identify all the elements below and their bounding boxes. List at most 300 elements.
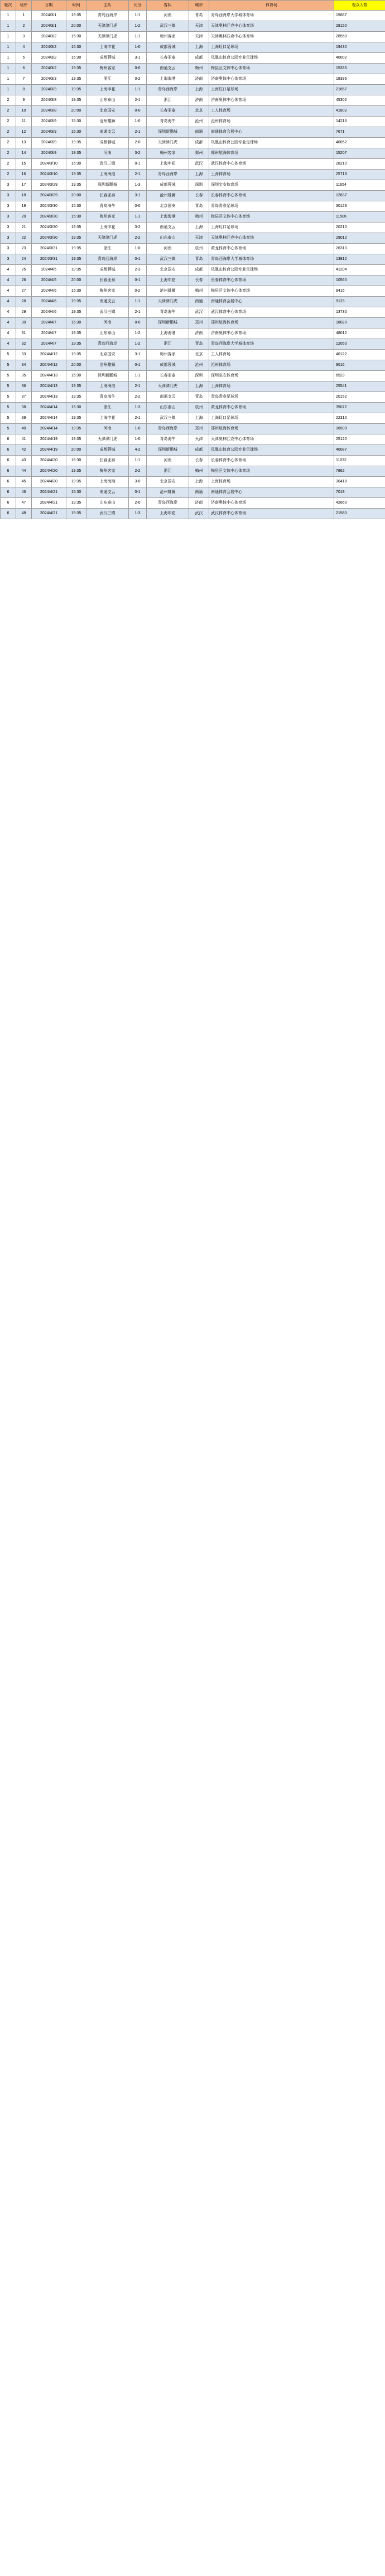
cell-attendance: 15207 <box>334 148 385 159</box>
cell-stadium: 上海虹口足球场 <box>209 223 334 233</box>
cell-stadium: 天津奥林匹克中心体育场 <box>209 21 334 32</box>
cell-stadium: 梅县区文体中心体育场 <box>209 286 334 297</box>
cell-home-team: 上海申花 <box>86 223 129 233</box>
cell-score: 2-1 <box>129 170 147 180</box>
cell-home-team: 河南 <box>86 424 129 434</box>
cell-away-team: 青岛西海岸 <box>147 85 189 95</box>
cell-stadium: 天津奥林匹克中心体育场 <box>209 233 334 244</box>
cell-stadium: 工人体育场 <box>209 106 334 117</box>
cell-city: 青岛 <box>189 339 209 350</box>
cell-stadium: 凤凰山体育公园专业足球场 <box>209 445 334 456</box>
cell-date: 2024/4/6 <box>32 297 66 307</box>
cell-round: 6 <box>1 477 16 487</box>
cell-attendance: 40122 <box>334 350 385 360</box>
cell-date: 2024/3/30 <box>32 201 66 212</box>
cell-home-team: 长春亚泰 <box>86 276 129 286</box>
cell-date: 2024/4/19 <box>32 445 66 456</box>
cell-attendance: 12837 <box>334 191 385 201</box>
cell-attendance: 14216 <box>334 117 385 127</box>
column-header-match-no: 场序 <box>16 1 32 11</box>
cell-time: 15:30 <box>66 286 86 297</box>
cell-home-team: 梅州客家 <box>86 64 129 74</box>
cell-time: 19:35 <box>66 350 86 360</box>
table-row <box>1 42 385 53</box>
cell-score: 1-0 <box>129 244 147 254</box>
cell-attendance: 28150 <box>334 21 385 32</box>
cell-match-no: 4 <box>16 42 32 53</box>
cell-round: 5 <box>1 403 16 413</box>
cell-score: 2-2 <box>129 233 147 244</box>
cell-time: 19:35 <box>66 233 86 244</box>
cell-match-no: 48 <box>16 509 32 519</box>
cell-city: 郑州 <box>189 148 209 159</box>
cell-time: 15:30 <box>66 212 86 223</box>
table-row <box>1 360 385 371</box>
cell-time: 15:30 <box>66 127 86 138</box>
cell-city: 梅州 <box>189 466 209 477</box>
cell-match-no: 45 <box>16 477 32 487</box>
cell-attendance: 8416 <box>334 286 385 297</box>
cell-time: 15:30 <box>66 53 86 64</box>
table-row <box>1 159 385 170</box>
cell-time: 19:35 <box>66 498 86 509</box>
cell-date: 2024/3/9 <box>32 117 66 127</box>
cell-city: 上海 <box>189 223 209 233</box>
cell-date: 2024/4/13 <box>32 381 66 392</box>
cell-stadium: 南通体育会展中心 <box>209 297 334 307</box>
cell-attendance: 11506 <box>334 212 385 223</box>
table-row <box>1 413 385 424</box>
cell-away-team: 青岛海牛 <box>147 434 189 445</box>
cell-stadium: 梅县区文体中心体育场 <box>209 212 334 223</box>
table-row <box>1 106 385 117</box>
cell-match-no: 42 <box>16 445 32 456</box>
cell-time: 19:35 <box>66 180 86 191</box>
cell-date: 2024/3/2 <box>32 53 66 64</box>
cell-home-team: 沧州雄狮 <box>86 360 129 371</box>
cell-time: 19:35 <box>66 434 86 445</box>
cell-attendance: 25541 <box>334 381 385 392</box>
cell-round: 3 <box>1 180 16 191</box>
cell-round: 4 <box>1 286 16 297</box>
cell-score: 2-1 <box>129 307 147 318</box>
table-row <box>1 403 385 413</box>
cell-date: 2024/3/1 <box>32 11 66 21</box>
table-row <box>1 21 385 32</box>
cell-attendance: 45302 <box>334 95 385 106</box>
cell-date: 2024/4/14 <box>32 424 66 434</box>
cell-score: 1-3 <box>129 509 147 519</box>
cell-away-team: 青岛西海岸 <box>147 170 189 180</box>
cell-score: 2-2 <box>129 466 147 477</box>
cell-score: 1-0 <box>129 117 147 127</box>
cell-attendance: 18396 <box>334 74 385 85</box>
cell-away-team: 沧州雄狮 <box>147 487 189 498</box>
cell-score: 3-2 <box>129 223 147 233</box>
cell-date: 2024/3/3 <box>32 74 66 85</box>
cell-score: 0-2 <box>129 74 147 85</box>
cell-stadium: 凤凰山体育公园专业足球场 <box>209 138 334 148</box>
cell-round: 1 <box>1 42 16 53</box>
cell-date: 2024/4/20 <box>32 456 66 466</box>
cell-stadium: 黄龙体育中心体育场 <box>209 244 334 254</box>
cell-city: 杭州 <box>189 244 209 254</box>
cell-date: 2024/4/5 <box>32 276 66 286</box>
cell-stadium: 青岛青春足球场 <box>209 392 334 403</box>
table-row <box>1 328 385 339</box>
cell-away-team: 深圳新鹏城 <box>147 127 189 138</box>
cell-stadium: 上海虹口足球场 <box>209 42 334 53</box>
column-header-date: 日期 <box>32 1 66 11</box>
cell-round: 2 <box>1 127 16 138</box>
cell-score: 0-0 <box>129 318 147 328</box>
cell-round: 6 <box>1 509 16 519</box>
table-row <box>1 127 385 138</box>
cell-stadium: 济南奥体中心体育场 <box>209 74 334 85</box>
table-row <box>1 138 385 148</box>
cell-city: 成都 <box>189 138 209 148</box>
cell-match-no: 43 <box>16 456 32 466</box>
cell-round: 6 <box>1 434 16 445</box>
cell-date: 2024/3/8 <box>32 95 66 106</box>
cell-score: 1-2 <box>129 21 147 32</box>
cell-city: 上海 <box>189 170 209 180</box>
cell-round: 4 <box>1 339 16 350</box>
cell-time: 20:00 <box>66 21 86 32</box>
cell-date: 2024/3/3 <box>32 85 66 95</box>
cell-match-no: 34 <box>16 360 32 371</box>
table-row <box>1 53 385 64</box>
cell-date: 2024/3/10 <box>32 170 66 180</box>
cell-home-team: 南通支云 <box>86 297 129 307</box>
cell-time: 19:35 <box>66 424 86 434</box>
table-row <box>1 148 385 159</box>
cell-time: 20:00 <box>66 106 86 117</box>
header-row <box>1 1 385 11</box>
cell-city: 武汉 <box>189 159 209 170</box>
cell-away-team: 天津津门虎 <box>147 381 189 392</box>
cell-time: 15:30 <box>66 201 86 212</box>
cell-match-no: 9 <box>16 95 32 106</box>
cell-city: 南通 <box>189 487 209 498</box>
cell-city: 成都 <box>189 445 209 456</box>
cell-match-no: 16 <box>16 170 32 180</box>
cell-date: 2024/4/6 <box>32 286 66 297</box>
cell-round: 1 <box>1 53 16 64</box>
cell-home-team: 上海海港 <box>86 477 129 487</box>
cell-time: 19:35 <box>66 244 86 254</box>
cell-away-team: 上海申花 <box>147 159 189 170</box>
cell-stadium: 长春体育中心体育场 <box>209 456 334 466</box>
cell-date: 2024/4/7 <box>32 328 66 339</box>
cell-round: 2 <box>1 138 16 148</box>
cell-round: 6 <box>1 456 16 466</box>
cell-city: 青岛 <box>189 201 209 212</box>
table-row <box>1 424 385 434</box>
cell-attendance: 11654 <box>334 180 385 191</box>
cell-round: 3 <box>1 201 16 212</box>
cell-home-team: 浙江 <box>86 403 129 413</box>
cell-match-no: 11 <box>16 117 32 127</box>
table-row <box>1 445 385 456</box>
cell-round: 5 <box>1 360 16 371</box>
cell-time: 19:35 <box>66 148 86 159</box>
cell-round: 5 <box>1 392 16 403</box>
table-row <box>1 233 385 244</box>
cell-stadium: 天津奥林匹克中心体育场 <box>209 434 334 445</box>
cell-time: 15:30 <box>66 159 86 170</box>
cell-attendance: 16509 <box>334 424 385 434</box>
cell-city: 上海 <box>189 413 209 424</box>
cell-attendance: 15687 <box>334 11 385 21</box>
cell-away-team: 沧州雄狮 <box>147 191 189 201</box>
cell-home-team: 深圳新鹏城 <box>86 180 129 191</box>
cell-away-team: 成都蓉城 <box>147 360 189 371</box>
cell-time: 15:30 <box>66 42 86 53</box>
table-row <box>1 212 385 223</box>
cell-stadium: 济南奥体中心体育场 <box>209 95 334 106</box>
cell-away-team: 南通支云 <box>147 64 189 74</box>
cell-match-no: 5 <box>16 53 32 64</box>
cell-home-team: 长春亚泰 <box>86 456 129 466</box>
cell-time: 19:35 <box>66 392 86 403</box>
cell-home-team: 南通支云 <box>86 127 129 138</box>
cell-city: 成都 <box>189 53 209 64</box>
cell-city: 沧州 <box>189 117 209 127</box>
table-row <box>1 276 385 286</box>
cell-away-team: 青岛西海岸 <box>147 424 189 434</box>
table-row <box>1 11 385 21</box>
cell-time: 19:35 <box>66 466 86 477</box>
cell-date: 2024/4/20 <box>32 477 66 487</box>
cell-home-team: 天津津门虎 <box>86 32 129 42</box>
cell-stadium: 沧州体育场 <box>209 117 334 127</box>
cell-score: 2-1 <box>129 381 147 392</box>
cell-attendance: 13812 <box>334 254 385 265</box>
cell-time: 19:35 <box>66 265 86 276</box>
cell-time: 19:35 <box>66 381 86 392</box>
cell-score: 1-2 <box>129 328 147 339</box>
cell-home-team: 北京国安 <box>86 350 129 360</box>
cell-score: 1-1 <box>129 371 147 381</box>
cell-date: 2024/4/13 <box>32 371 66 381</box>
cell-score: 0-1 <box>129 487 147 498</box>
cell-attendance: 18020 <box>334 318 385 328</box>
cell-attendance: 35072 <box>334 403 385 413</box>
cell-attendance: 40002 <box>334 53 385 64</box>
cell-match-no: 25 <box>16 265 32 276</box>
cell-round: 2 <box>1 159 16 170</box>
cell-match-no: 1 <box>16 11 32 21</box>
cell-score: 1-1 <box>129 212 147 223</box>
cell-away-team: 南通支云 <box>147 223 189 233</box>
cell-city: 长春 <box>189 276 209 286</box>
cell-date: 2024/4/14 <box>32 403 66 413</box>
cell-stadium: 深圳宝安体育场 <box>209 371 334 381</box>
column-header-round: 轮次 <box>1 1 16 11</box>
cell-round: 4 <box>1 265 16 276</box>
cell-time: 15:30 <box>66 32 86 42</box>
cell-stadium: 南通体育会展中心 <box>209 127 334 138</box>
cell-match-no: 32 <box>16 339 32 350</box>
cell-stadium: 天津奥林匹克中心体育场 <box>209 32 334 42</box>
cell-score: 1-0 <box>129 42 147 53</box>
cell-score: 0-2 <box>129 286 147 297</box>
cell-time: 15:30 <box>66 371 86 381</box>
cell-time: 15:30 <box>66 318 86 328</box>
cell-date: 2024/4/21 <box>32 498 66 509</box>
cell-round: 5 <box>1 424 16 434</box>
column-header-city: 城市 <box>189 1 209 11</box>
cell-home-team: 河南 <box>86 148 129 159</box>
cell-home-team: 青岛西海岸 <box>86 339 129 350</box>
cell-round: 1 <box>1 64 16 74</box>
cell-round: 1 <box>1 85 16 95</box>
cell-stadium: 长春体育中心体育场 <box>209 276 334 286</box>
cell-away-team: 青岛海牛 <box>147 307 189 318</box>
cell-home-team: 天津津门虎 <box>86 434 129 445</box>
cell-score: 0-1 <box>129 159 147 170</box>
cell-city: 上海 <box>189 85 209 95</box>
cell-stadium: 青岛青春足球场 <box>209 201 334 212</box>
cell-time: 19:35 <box>66 85 86 95</box>
cell-match-no: 30 <box>16 318 32 328</box>
cell-round: 6 <box>1 498 16 509</box>
cell-date: 2024/3/31 <box>32 244 66 254</box>
cell-city: 青岛 <box>189 254 209 265</box>
cell-time: 19:35 <box>66 64 86 74</box>
cell-score: 2-3 <box>129 265 147 276</box>
cell-score: 3-2 <box>129 148 147 159</box>
cell-match-no: 21 <box>16 223 32 233</box>
cell-time: 19:35 <box>66 223 86 233</box>
cell-date: 2024/3/30 <box>32 233 66 244</box>
cell-home-team: 上海海港 <box>86 170 129 180</box>
cell-attendance: 7862 <box>334 466 385 477</box>
cell-away-team: 浙江 <box>147 339 189 350</box>
cell-away-team: 武汉三镇 <box>147 254 189 265</box>
cell-city: 济南 <box>189 498 209 509</box>
cell-score: 3-0 <box>129 477 147 487</box>
cell-stadium: 深圳宝安体育场 <box>209 180 334 191</box>
cell-round: 4 <box>1 328 16 339</box>
cell-away-team: 成都蓉城 <box>147 180 189 191</box>
cell-home-team: 浙江 <box>86 74 129 85</box>
cell-city: 青岛 <box>189 11 209 21</box>
cell-score: 2-0 <box>129 138 147 148</box>
cell-round: 1 <box>1 74 16 85</box>
cell-city: 成都 <box>189 265 209 276</box>
cell-score: 2-1 <box>129 413 147 424</box>
cell-home-team: 青岛西海岸 <box>86 254 129 265</box>
table-row <box>1 191 385 201</box>
cell-score: 1-2 <box>129 339 147 350</box>
cell-home-team: 武汉三镇 <box>86 159 129 170</box>
cell-date: 2024/3/2 <box>32 32 66 42</box>
cell-away-team: 北京国安 <box>147 265 189 276</box>
cell-match-no: 13 <box>16 138 32 148</box>
table-body <box>1 11 385 519</box>
cell-away-team: 长春亚泰 <box>147 371 189 381</box>
cell-away-team: 梅州客家 <box>147 350 189 360</box>
cell-away-team: 南通支云 <box>147 392 189 403</box>
cell-away-team: 上海申花 <box>147 509 189 519</box>
table-row <box>1 95 385 106</box>
cell-match-no: 19 <box>16 201 32 212</box>
cell-time: 19:35 <box>66 74 86 85</box>
cell-stadium: 青岛西海岸大学城体育场 <box>209 11 334 21</box>
cell-attendance: 28550 <box>334 32 385 42</box>
cell-city: 武汉 <box>189 307 209 318</box>
table-row <box>1 85 385 95</box>
cell-date: 2024/3/10 <box>32 159 66 170</box>
cell-home-team: 上海申花 <box>86 42 129 53</box>
cell-away-team: 长春亚泰 <box>147 106 189 117</box>
cell-stadium: 上海体育场 <box>209 170 334 180</box>
cell-home-team: 上海申花 <box>86 413 129 424</box>
cell-match-no: 24 <box>16 254 32 265</box>
cell-time: 19:35 <box>66 307 86 318</box>
cell-match-no: 27 <box>16 286 32 297</box>
cell-home-team: 山东泰山 <box>86 95 129 106</box>
cell-round: 4 <box>1 307 16 318</box>
cell-score: 1-1 <box>129 85 147 95</box>
cell-stadium: 上海体育场 <box>209 477 334 487</box>
cell-date: 2024/3/8 <box>32 106 66 117</box>
cell-date: 2024/4/13 <box>32 392 66 403</box>
cell-home-team: 南通支云 <box>86 487 129 498</box>
cell-home-team: 青岛海牛 <box>86 392 129 403</box>
cell-date: 2024/3/9 <box>32 138 66 148</box>
cell-round: 3 <box>1 254 16 265</box>
cell-score: 2-2 <box>129 392 147 403</box>
cell-date: 2024/4/7 <box>32 318 66 328</box>
cell-date: 2024/3/1 <box>32 21 66 32</box>
cell-round: 2 <box>1 170 16 180</box>
cell-round: 6 <box>1 466 16 477</box>
cell-attendance: 6523 <box>334 371 385 381</box>
cell-attendance: 20210 <box>334 223 385 233</box>
cell-home-team: 成都蓉城 <box>86 53 129 64</box>
cell-attendance: 12050 <box>334 339 385 350</box>
cell-stadium: 上海体育场 <box>209 381 334 392</box>
cell-date: 2024/4/19 <box>32 434 66 445</box>
cell-time: 15:30 <box>66 456 86 466</box>
cell-time: 15:30 <box>66 403 86 413</box>
cell-date: 2024/4/6 <box>32 307 66 318</box>
cell-stadium: 凤凰山体育公园专业足球场 <box>209 265 334 276</box>
table-row <box>1 265 385 276</box>
table-row <box>1 297 385 307</box>
cell-round: 6 <box>1 445 16 456</box>
table-row <box>1 117 385 127</box>
cell-away-team: 深圳新鹏城 <box>147 318 189 328</box>
match-table <box>0 0 385 519</box>
cell-attendance: 30123 <box>334 201 385 212</box>
cell-score: 0-0 <box>129 64 147 74</box>
cell-match-no: 44 <box>16 466 32 477</box>
cell-round: 1 <box>1 11 16 21</box>
cell-city: 上海 <box>189 381 209 392</box>
cell-time: 19:35 <box>66 95 86 106</box>
cell-time: 19:35 <box>66 413 86 424</box>
table-row <box>1 170 385 180</box>
cell-stadium: 武汉体育中心体育场 <box>209 159 334 170</box>
cell-match-no: 47 <box>16 498 32 509</box>
cell-city: 天津 <box>189 32 209 42</box>
cell-city: 南通 <box>189 297 209 307</box>
cell-date: 2024/3/29 <box>32 180 66 191</box>
